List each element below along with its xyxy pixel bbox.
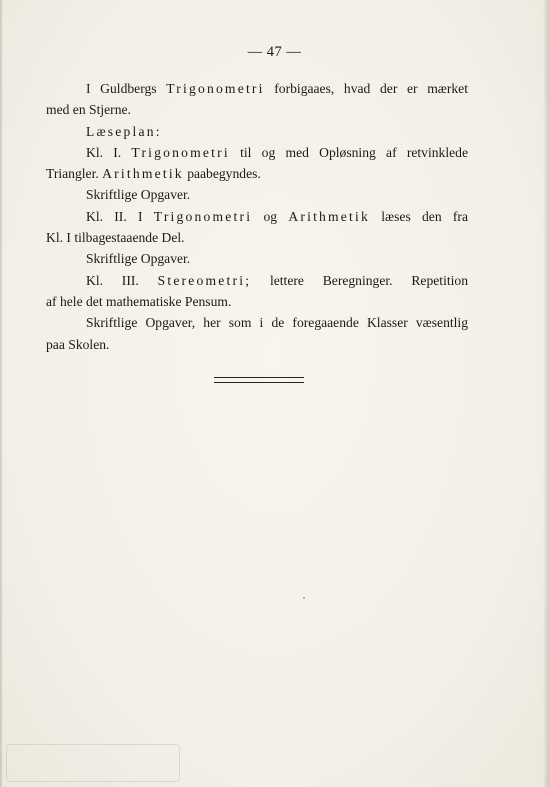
text-line	[46, 142, 468, 163]
text-run: lettere Beregninger. Repetition	[251, 272, 468, 288]
text-run: Kl. I.	[86, 144, 132, 160]
text-run: Skriftlige Opgaver, her som i de foregaaende Klasser væsentlig	[86, 315, 468, 331]
text-line	[46, 78, 468, 99]
text-line	[46, 99, 468, 120]
text-run: paabegyndes.	[183, 166, 261, 182]
text-line	[46, 248, 468, 269]
text-run: Kl. III.	[86, 272, 158, 288]
text-line	[46, 270, 468, 291]
page-right-edge	[543, 0, 549, 787]
paper-speck	[303, 597, 305, 599]
text-run: Kl. II. I	[86, 208, 154, 224]
spaced-term: Trigonometri	[166, 81, 265, 96]
text-run: læses den fra	[370, 208, 468, 224]
text-line	[46, 312, 468, 333]
text-line	[46, 227, 468, 248]
text-line	[46, 184, 468, 205]
text-run: forbigaaes, hvad der er mærket	[264, 81, 468, 96]
text-run: paa Skolen.	[46, 336, 110, 352]
paper-mark	[6, 744, 180, 782]
spaced-term: Læseplan:	[86, 123, 162, 139]
section-divider	[214, 377, 304, 383]
body-text	[46, 78, 468, 355]
text-run: I Guldbergs	[86, 81, 167, 96]
text-line	[46, 163, 468, 184]
text-run: og	[252, 208, 289, 224]
text-run: Triangler.	[46, 166, 103, 182]
page-number: — 47 —	[247, 44, 302, 60]
text-line	[46, 206, 468, 227]
text-run: med en Stjerne.	[46, 102, 131, 118]
text-line	[46, 121, 468, 142]
page-left-edge	[0, 0, 3, 787]
text-run: Skriftlige Opgaver.	[86, 187, 191, 203]
text-line	[46, 291, 468, 312]
spaced-term: Arithmetik	[102, 166, 184, 182]
text-run: Skriftlige Opgaver.	[86, 251, 191, 267]
spaced-term: Trigonometri	[153, 208, 253, 224]
text-run: til og med Opløsning af retvinklede	[229, 144, 468, 160]
spaced-term: Arithmetik	[288, 208, 370, 224]
spaced-term: Trigonometri	[131, 144, 230, 160]
text-run: Kl. I tilbagestaaende Del.	[46, 230, 185, 246]
spaced-term: Stereometri;	[157, 272, 252, 288]
text-line	[46, 334, 468, 355]
text-run: af hele det mathematiske Pensum.	[46, 293, 232, 309]
